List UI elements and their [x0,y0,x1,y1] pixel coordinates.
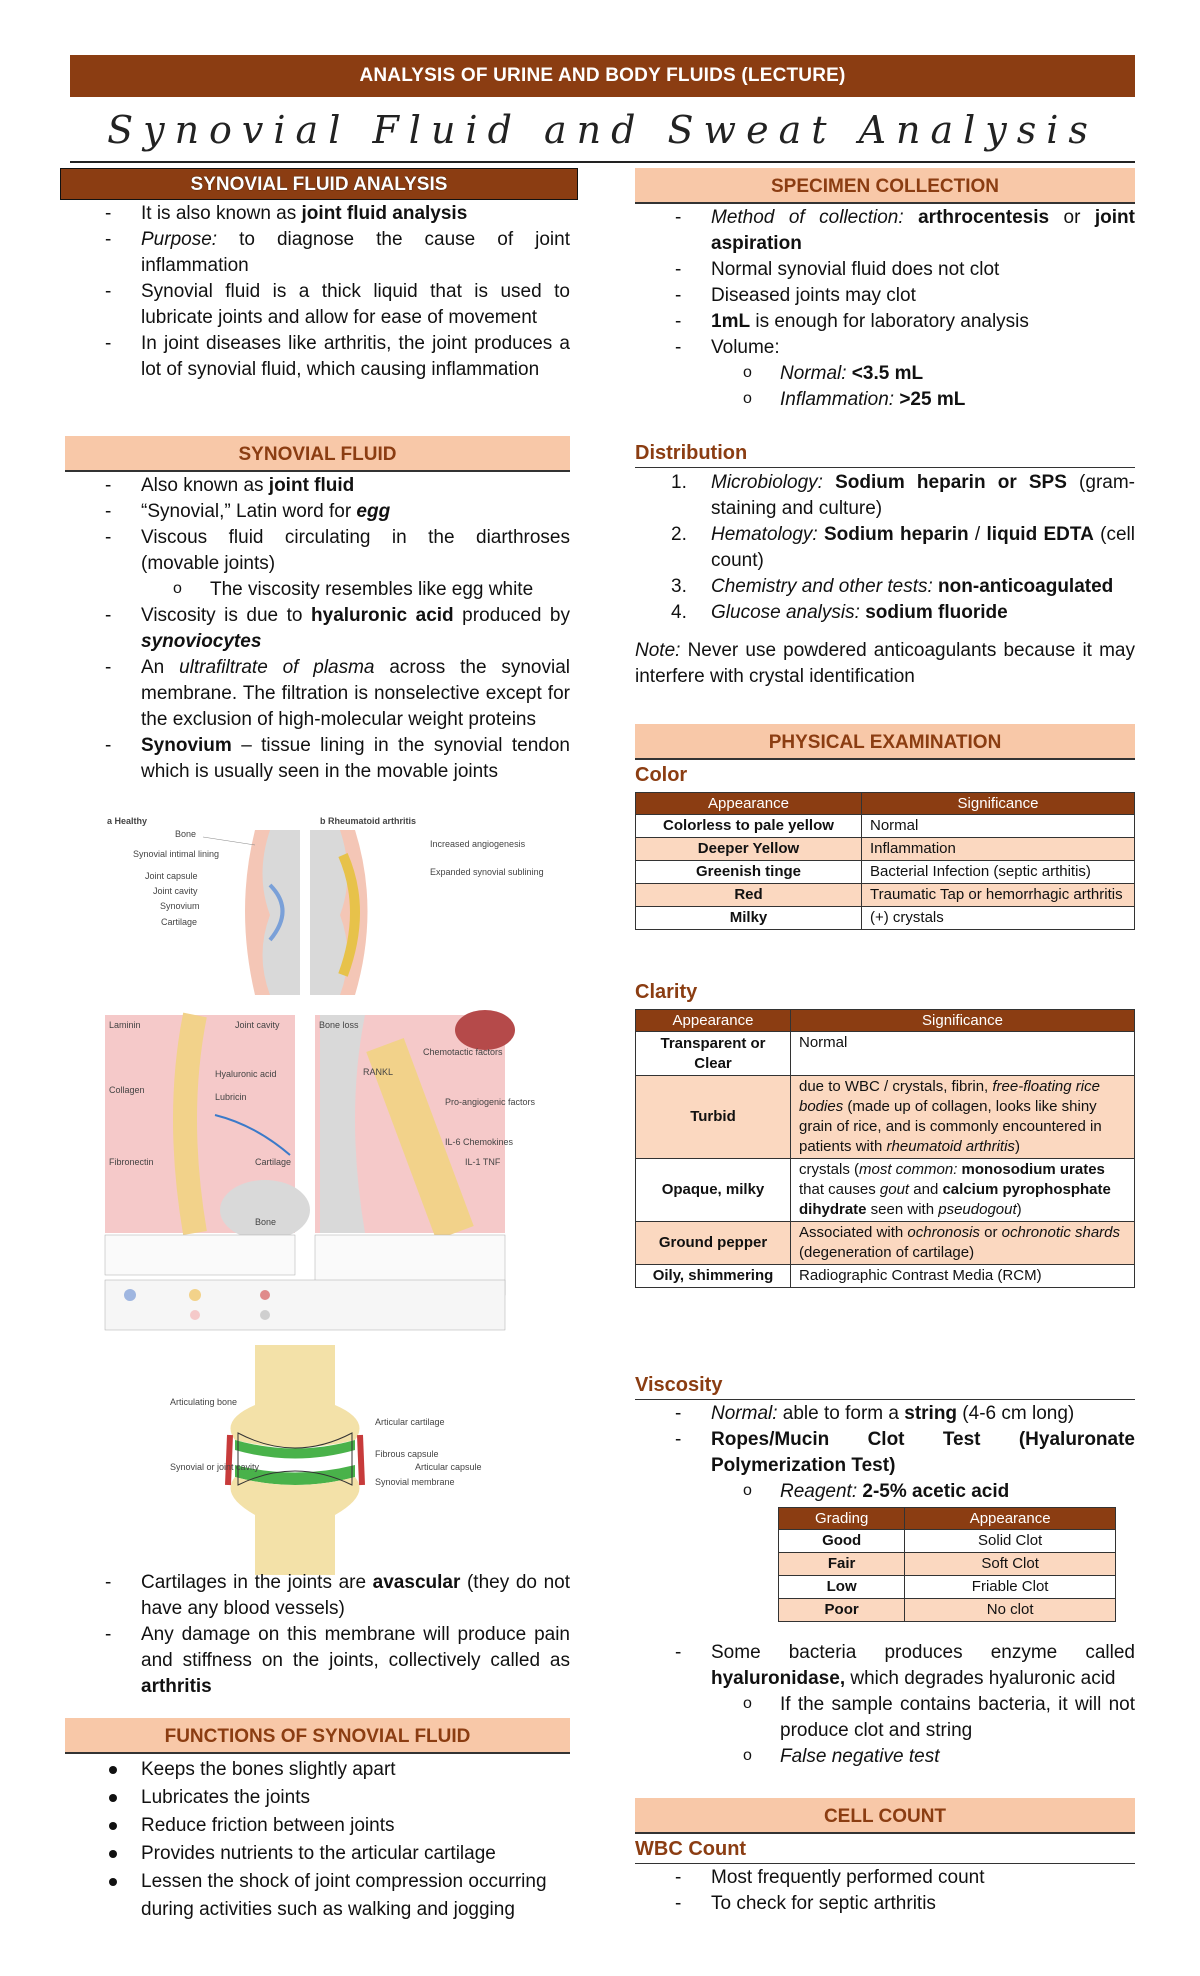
synovial-membrane-label: Synovial membrane [375,1477,455,1487]
document-banner: ANALYSIS OF URINE AND BODY FLUIDS (LECTURE) [70,55,1135,97]
specimen-heading: SPECIMEN COLLECTION [635,168,1135,204]
il1-label: IL-1 TNF [465,1157,501,1167]
list-item: 1. Microbiology: Sodium heparin or SPS (gram-staining and culture) [671,472,1135,519]
cartilage-label-2: Cartilage [255,1157,292,1167]
table-row [779,1553,1116,1576]
list-item: - Most frequently performed count [635,1865,1135,1891]
physical-exam-section [635,724,1135,930]
table-cell: Good [779,1530,905,1553]
table-cell: Associated with ochronosis or ochronotic shards (degeneration of cartilage) [791,1222,1135,1265]
ra-label: b Rheumatoid arthritis [320,816,417,826]
joint-cavity-label: Joint cavity [153,886,198,896]
list-item: - Also known as joint fluid [65,473,570,499]
clarity-section [635,977,1135,1288]
sub-list-item: o Normal: <3.5 mL [635,361,1135,387]
page-title: Synovial Fluid and Sweat Analysis [107,108,1098,152]
table-row [779,1530,1116,1553]
bone-label: Bone [175,829,197,839]
viscosity-list [635,1401,1135,1505]
list-item: - Synovium – tissue lining in the synovial tendon which is usually seen in the movable joints [65,733,570,785]
table-cell: Inflammation [862,838,1135,861]
articular-cartilage-label: Articular cartilage [375,1417,445,1427]
joint-diagram-figure [105,815,544,1330]
analysis-list [65,201,570,383]
table-cell: Traumatic Tap or hemorrhagic arthritis [862,884,1135,907]
cartilage-label: Cartilage [161,917,198,927]
collagen-label: Collagen [109,1085,145,1095]
list-item: Lubricates the joints [65,1784,570,1812]
synovial-fluid-list [65,473,570,785]
distribution-section [635,438,1135,690]
laminin-label: Laminin [109,1020,141,1030]
cell-count-heading: CELL COUNT [635,1798,1135,1834]
list-item: 3. Chemistry and other tests: non-anticoagulated [671,576,1114,597]
functions-heading: FUNCTIONS OF SYNOVIAL FLUID [65,1718,570,1754]
synovial-fluid-analysis-heading: SYNOVIAL FLUID ANALYSIS [60,168,578,200]
functions-section [65,1718,570,1924]
synovial-cavity-label: Synovial or joint cavity [170,1462,260,1472]
list-item: - Viscous fluid circulating in the diarthroses (movable joints) o The viscosity resembles like egg white [65,525,570,603]
table-row [636,1159,1135,1222]
il6-label: IL-6 Chemokines [445,1137,514,1147]
articular-capsule-label: Articular capsule [415,1462,482,1472]
wbc-list [635,1865,1135,1917]
increased-angio-label: Increased angiogenesis [430,839,526,849]
cartilage-section [65,1570,570,1700]
table-cell: Low [779,1576,905,1599]
table-cell: Ground pepper [636,1222,791,1265]
table-cell: Milky [636,907,862,930]
table-cell: Colorless to pale yellow [636,815,862,838]
table-row [636,907,1135,930]
table-cell: Normal [862,815,1135,838]
grading-table [778,1507,1116,1622]
list-item: - Normal synovial fluid does not clot [635,257,1135,283]
table-cell: Transparent or Clear [636,1032,791,1076]
table-row [636,838,1135,861]
title-divider [70,161,1135,163]
table-cell: Red [636,884,862,907]
rankl-label: RANKL [363,1067,394,1077]
list-item: - It is also known as joint fluid analysis [65,201,570,227]
synovial-fluid-heading: SYNOVIAL FLUID [65,436,570,472]
viscosity-heading: Viscosity [635,1370,1135,1400]
distribution-heading: Distribution [635,438,1135,468]
joint-capsule-label: Joint capsule [145,871,198,881]
joint-cavity-label-2: Joint cavity [235,1020,280,1030]
physical-exam-heading: PHYSICAL EXAMINATION [635,724,1135,760]
list-item: - “Synovial,” Latin word for egg [65,499,570,525]
table-cell: Fair [779,1553,905,1576]
lubricin-label: Lubricin [215,1092,247,1102]
sub-list-item: o False negative test [635,1744,1135,1770]
table-header: Grading [779,1508,905,1530]
table-cell: Normal [791,1032,1135,1076]
table-row [636,1076,1135,1159]
table-row [779,1576,1116,1599]
list-item: Keeps the bones slightly apart [65,1756,570,1784]
list-item: - Normal: able to form a string (4-6 cm long) [635,1401,1135,1427]
list-item: - Any damage on this membrane will produce pain and stiffness on the joints, collectively called as arthritis [65,1622,570,1700]
table-row [779,1599,1116,1622]
table-cell: Opaque, milky [636,1159,791,1222]
cell-count-section [635,1798,1135,1917]
synovium-label: Synovium [160,901,200,911]
hyaluronidase-list [635,1640,1135,1770]
specimen-list [635,205,1135,413]
list-item: - Ropes/Mucin Clot Test (Hyaluronate Polymerization Test) o Reagent: 2-5% acetic acid [635,1427,1135,1505]
table-cell: Poor [779,1599,905,1622]
bone-loss-label: Bone loss [319,1020,359,1030]
table-header: Appearance [636,793,862,815]
wbc-count-heading: WBC Count [635,1834,1135,1864]
viscosity-section [635,1370,1135,1770]
sub-list-item: o Inflammation: >25 mL [635,387,1135,413]
fibronectin-label: Fibronectin [109,1157,154,1167]
left-column [65,168,570,383]
list-item: - Diseased joints may clot [635,283,1135,309]
table-row [636,1032,1135,1076]
table-cell: crystals (most common: monosodium urates that causes gout and calcium pyrophosphate dihydrate seen with pseudogout) [791,1159,1135,1222]
list-item: - Method of collection: arthrocentesis or joint aspiration [635,205,1135,257]
specimen-section [635,168,1135,413]
table-header: Appearance [636,1010,791,1032]
table-cell: Oily, shimmering [636,1265,791,1288]
table-cell: due to WBC / crystals, fibrin, free-floating rice bodies (made up of collagen, looks like shiny grain of rice, and is commonly encountered in patients with rheumatoid arthritis) [791,1076,1135,1159]
list-item: - Viscosity is due to hyaluronic acid produced by synoviocytes [65,603,570,655]
list-item: - Purpose: to diagnose the cause of joint inflammation [65,227,570,279]
list-item: Lessen the shock of joint compression occurring during activities such as walking and jogging [65,1868,570,1924]
table-cell: Friable Clot [905,1576,1116,1599]
synovial-fluid-section [65,436,570,785]
table-row [636,815,1135,838]
chemotactic-label: Chemotactic factors [423,1047,503,1057]
distribution-note: Note: Never use powdered anticoagulants because it may interfere with crystal identification [635,640,1135,687]
table-row [636,1222,1135,1265]
list-item: - Volume: o Normal: <3.5 mL o Inflammation: >25 mL [635,335,1135,413]
list-item: - To check for septic arthritis [635,1891,1135,1917]
list-item: - Some bacteria produces enzyme called hyaluronidase, which degrades hyaluronic acid o If the sample contains bacteria, it will not produce clot and string o False negative test [635,1640,1135,1770]
table-row [636,884,1135,907]
articulating-bone-label: Articulating bone [170,1397,238,1407]
hyaluronic-label: Hyaluronic acid [215,1069,277,1079]
table-cell: (+) crystals [862,907,1135,930]
clarity-heading: Clarity [635,981,698,1003]
table-cell: Bacterial Infection (septic arthitis) [862,861,1135,884]
table-header: Significance [862,793,1135,815]
list-item: Provides nutrients to the articular cartilage [65,1840,570,1868]
synovial-lining-label: Synovial intimal lining [133,849,220,859]
table-header: Significance [791,1010,1135,1032]
list-item: - An ultrafiltrate of plasma across the synovial membrane. The filtration is nonselective except for the exclusion of high-molecular weight proteins [65,655,570,733]
color-heading: Color [635,764,688,786]
table-cell: Soft Clot [905,1553,1116,1576]
table-row [636,1265,1135,1288]
bone-label-2: Bone [255,1217,277,1227]
list-item: - Cartilages in the joints are avascular (they do not have any blood vessels) [65,1570,570,1622]
color-table [635,792,1135,930]
list-item: - In joint diseases like arthritis, the joint produces a lot of synovial fluid, which causing inflammation [65,331,570,383]
sub-list-item: o The viscosity resembles like egg white [65,577,570,603]
sub-list-item: o If the sample contains bacteria, it will not produce clot and string [635,1692,1135,1744]
healthy-label: a Healthy [107,816,148,826]
sub-list-item: o Reagent: 2-5% acetic acid [635,1479,1135,1505]
table-cell: Turbid [636,1076,791,1159]
table-cell: Greenish tinge [636,861,862,884]
pro-angio-label: Pro-angiogenic factors [445,1097,536,1107]
clarity-table [635,1009,1135,1288]
table-cell: Radiographic Contrast Media (RCM) [791,1265,1135,1288]
table-header: Appearance [905,1508,1116,1530]
list-item: - 1mL is enough for laboratory analysis [635,309,1135,335]
table-cell: Solid Clot [905,1530,1116,1553]
table-cell: No clot [905,1599,1116,1622]
fibrous-capsule-label: Fibrous capsule [375,1449,439,1459]
functions-list [65,1756,570,1924]
list-item: 2. Hematology: Sodium heparin / liquid EDTA (cell count) [671,524,1135,571]
distribution-list [635,470,1135,626]
list-item: - Synovial fluid is a thick liquid that is used to lubricate joints and allow for ease of movement [65,279,570,331]
expanded-label: Expanded synovial sublining [430,867,544,877]
table-row [636,861,1135,884]
table-cell: Deeper Yellow [636,838,862,861]
list-item: Reduce friction between joints [65,1812,570,1840]
cartilage-list [65,1570,570,1700]
articular-joint-figure [160,1345,482,1575]
list-item: 4. Glucose analysis: sodium fluoride [671,602,1008,623]
